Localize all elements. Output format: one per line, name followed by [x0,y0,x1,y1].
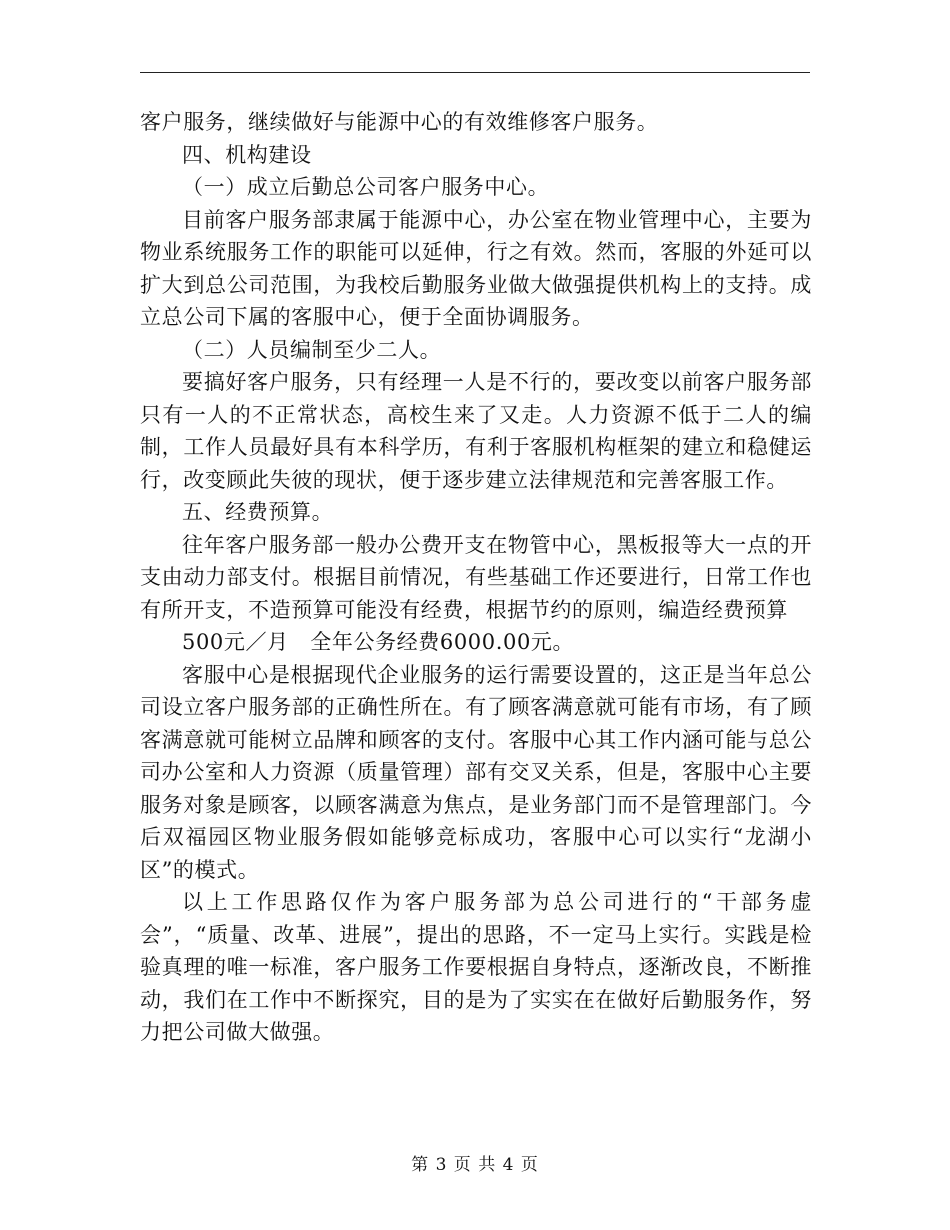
page-number: 第 3 页 共 4 页 [411,1155,539,1175]
paragraph: 客服中心是根据现代企业服务的运行需要设置的，这正是当年总公司设立客户服务部的正确性所在。有了顾客满意就可能有市场，有了顾客满意就可能树立品牌和顾客的支付。客服中心其工作内涵可能与总公司办公室和人力资源（质量管理）部有交叉关系，但是，客服中心主要服务对象是顾客，以顾客满意为焦点，是业务部门而不是管理部门。今后双福园区物业服务假如能够竞标成功，客服中心可以实行“龙湖小区”的模式。 [140,662,812,882]
page-footer [0,1150,950,1175]
subsection-heading-4-2: （二）人员编制至少二人。 [182,337,442,362]
section-heading-4: 四、机构建设 [182,142,312,167]
paragraph-closing: 以上工作思路仅作为客户服务部为总公司进行的“干部务虚会”，“质量、改革、进展”，提出的思路，不一定马上实行。实践是检验真理的唯一标准，客户服务工作要根据自身特点，逐渐改良，不断推动，我们在工作中不断探究，目的是为了实实在在做好后勤服务作，努力把公司做大做强。 [140,890,812,1044]
header-rule [140,72,810,73]
section-heading-5: 五、经费预算。 [182,500,334,524]
paragraph: 要搞好客户服务，只有经理一人是不行的，要改变以前客户服务部只有一人的不正常状态，高校生来了又走。人力资源不低于二人的编制，工作人员最好具有本科学历，有利于客服机构框架的建立和稳健运行，改变顾此失彼的现状，便于逐步建立法律规范和完善客服工作。 [140,370,812,492]
paragraph-continuation: 客户服务，继续做好与能源中心的有效维修客户服务。 [140,110,659,134]
document-body [140,106,812,1049]
subsection-heading-4-1: （一）成立后勤总公司客户服务中心。 [182,175,550,199]
budget-line: 500元／月 全年公务经费6000.00元。 [182,630,575,654]
paragraph: 目前客户服务部隶属于能源中心，办公室在物业管理中心，主要为物业系统服务工作的职能可以延伸，行之有效。然而，客服的外延可以扩大到总公司范围，为我校后勤服务业做大做强提供机构上的支持。成立总公司下属的客服中心，便于全面协调服务。 [140,207,812,329]
paragraph: 往年客户服务部一般办公费开支在物管中心，黑板报等大一点的开支由动力部支付。根据目前情况，有些基础工作还要进行，日常工作也有所开支，不造预算可能没有经费，根据节约的原则，编造经费预算 [140,532,812,622]
